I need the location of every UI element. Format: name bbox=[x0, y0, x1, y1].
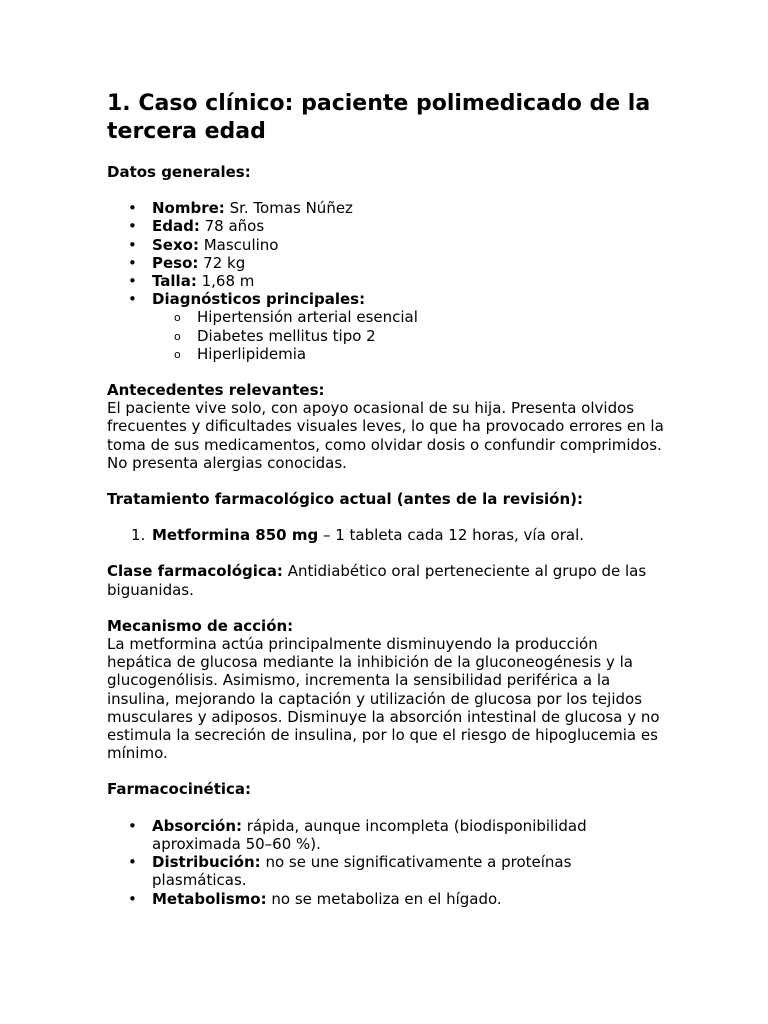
sublist-item bbox=[152, 308, 667, 326]
diagnosticos-sublist bbox=[152, 308, 667, 363]
diagnostico-text: Hiperlipidemia bbox=[197, 344, 307, 363]
list-item-absorcion bbox=[107, 817, 667, 853]
item-value: rápida, aunque incompleta (biodisponibilidad aproximada 50–60 %). bbox=[152, 816, 587, 853]
list-item-talla bbox=[107, 272, 667, 290]
item-value: Sr. Tomas Núñez bbox=[224, 199, 353, 218]
clase-paragraph bbox=[107, 562, 667, 598]
farmacocinetica-list bbox=[107, 817, 667, 908]
item-label: Edad: bbox=[152, 217, 200, 236]
tratamiento-list bbox=[107, 526, 667, 544]
bullet-icon: • bbox=[128, 253, 137, 272]
antecedentes-text: El paciente vive solo, con apoyo ocasional de su hija. Presenta olvidos frecuentes y dificultades visuales leves, lo que ha provocado errores en la toma de sus medicamentos, como olvidar dosis o confundir comprimidos. No presenta alergias conocidas. bbox=[107, 399, 664, 472]
item-value: Masculino bbox=[198, 235, 279, 254]
drug-detail: – 1 tableta cada 12 horas, vía oral. bbox=[318, 526, 585, 545]
diagnostico-text: Hipertensión arterial esencial bbox=[197, 308, 418, 327]
circle-bullet-icon: o bbox=[174, 347, 181, 361]
item-value: 78 años bbox=[199, 217, 265, 236]
mecanismo-text: La metformina actúa principalmente disminuyendo la producción hepática de glucosa mediante la inhibición de la gluconeogénesis y la glucogenólisis. Asimismo, incrementa la sensibilidad periférica a la insulina, mejorando la captación y utilización de glucosa por los tejidos musculares y adiposos. Disminuye la absorción intestinal de glucosa y no estimula la secreción de insulina, por lo que el riesgo de hipoglucemia es mínimo. bbox=[107, 635, 660, 763]
farmacocinetica-section bbox=[107, 780, 667, 907]
bullet-icon: • bbox=[128, 235, 137, 254]
bullet-icon: • bbox=[128, 853, 137, 872]
item-label: Metabolismo: bbox=[152, 889, 267, 908]
antecedentes-heading: Antecedentes relevantes: bbox=[107, 381, 325, 400]
item-label: Talla: bbox=[152, 272, 197, 291]
mecanismo-section bbox=[107, 617, 667, 763]
document-page bbox=[107, 90, 667, 908]
list-item-peso bbox=[107, 254, 667, 272]
list-item-metabolismo bbox=[107, 890, 667, 908]
item-label: Absorción: bbox=[152, 816, 242, 835]
datos-generales-list bbox=[107, 199, 667, 363]
list-item bbox=[107, 526, 667, 544]
item-label: Nombre: bbox=[152, 199, 225, 218]
item-label: Diagnósticos principales: bbox=[152, 290, 366, 309]
bullet-icon: • bbox=[128, 290, 137, 309]
tratamiento-heading: Tratamiento farmacológico actual (antes de la revisión): bbox=[107, 490, 583, 509]
tratamiento-section bbox=[107, 490, 667, 544]
farmacocinetica-heading: Farmacocinética: bbox=[107, 780, 252, 799]
bullet-icon: • bbox=[128, 816, 137, 835]
bullet-icon: • bbox=[128, 217, 137, 236]
clase-text: Antidiabético oral perteneciente al grupo de las biguanidas. bbox=[107, 562, 647, 599]
sublist-item bbox=[152, 327, 667, 345]
bullet-icon: • bbox=[128, 199, 137, 218]
datos-generales-heading: Datos generales: bbox=[107, 163, 251, 181]
circle-bullet-icon: o bbox=[174, 311, 181, 325]
circle-bullet-icon: o bbox=[174, 329, 181, 343]
clase-label: Clase farmacológica: bbox=[107, 562, 283, 581]
clase-section bbox=[107, 562, 667, 598]
item-value: 1,68 m bbox=[196, 272, 255, 291]
item-value: 72 kg bbox=[198, 253, 246, 272]
list-number: 1. bbox=[131, 526, 146, 545]
list-item-distribucion bbox=[107, 853, 667, 889]
page-title: 1. Caso clínico: paciente polimedicado de la tercera edad bbox=[107, 91, 651, 144]
mecanismo-heading: Mecanismo de acción: bbox=[107, 616, 294, 635]
bullet-icon: • bbox=[128, 272, 137, 291]
drug-name: Metformina 850 mg bbox=[152, 526, 319, 545]
item-value: no se une significativamente a proteínas plasmáticas. bbox=[152, 853, 572, 890]
bullet-icon: • bbox=[128, 889, 137, 908]
antecedentes-section bbox=[107, 381, 667, 472]
list-item-edad bbox=[107, 217, 667, 235]
list-item-sexo bbox=[107, 236, 667, 254]
sublist-item bbox=[152, 345, 667, 363]
item-label: Distribución: bbox=[152, 853, 261, 872]
diagnostico-text: Diabetes mellitus tipo 2 bbox=[197, 326, 376, 345]
list-item-diagnosticos bbox=[107, 290, 667, 363]
item-label: Sexo: bbox=[152, 235, 199, 254]
list-item-nombre bbox=[107, 199, 667, 217]
item-value: no se metaboliza en el hígado. bbox=[266, 889, 502, 908]
item-label: Peso: bbox=[152, 253, 199, 272]
